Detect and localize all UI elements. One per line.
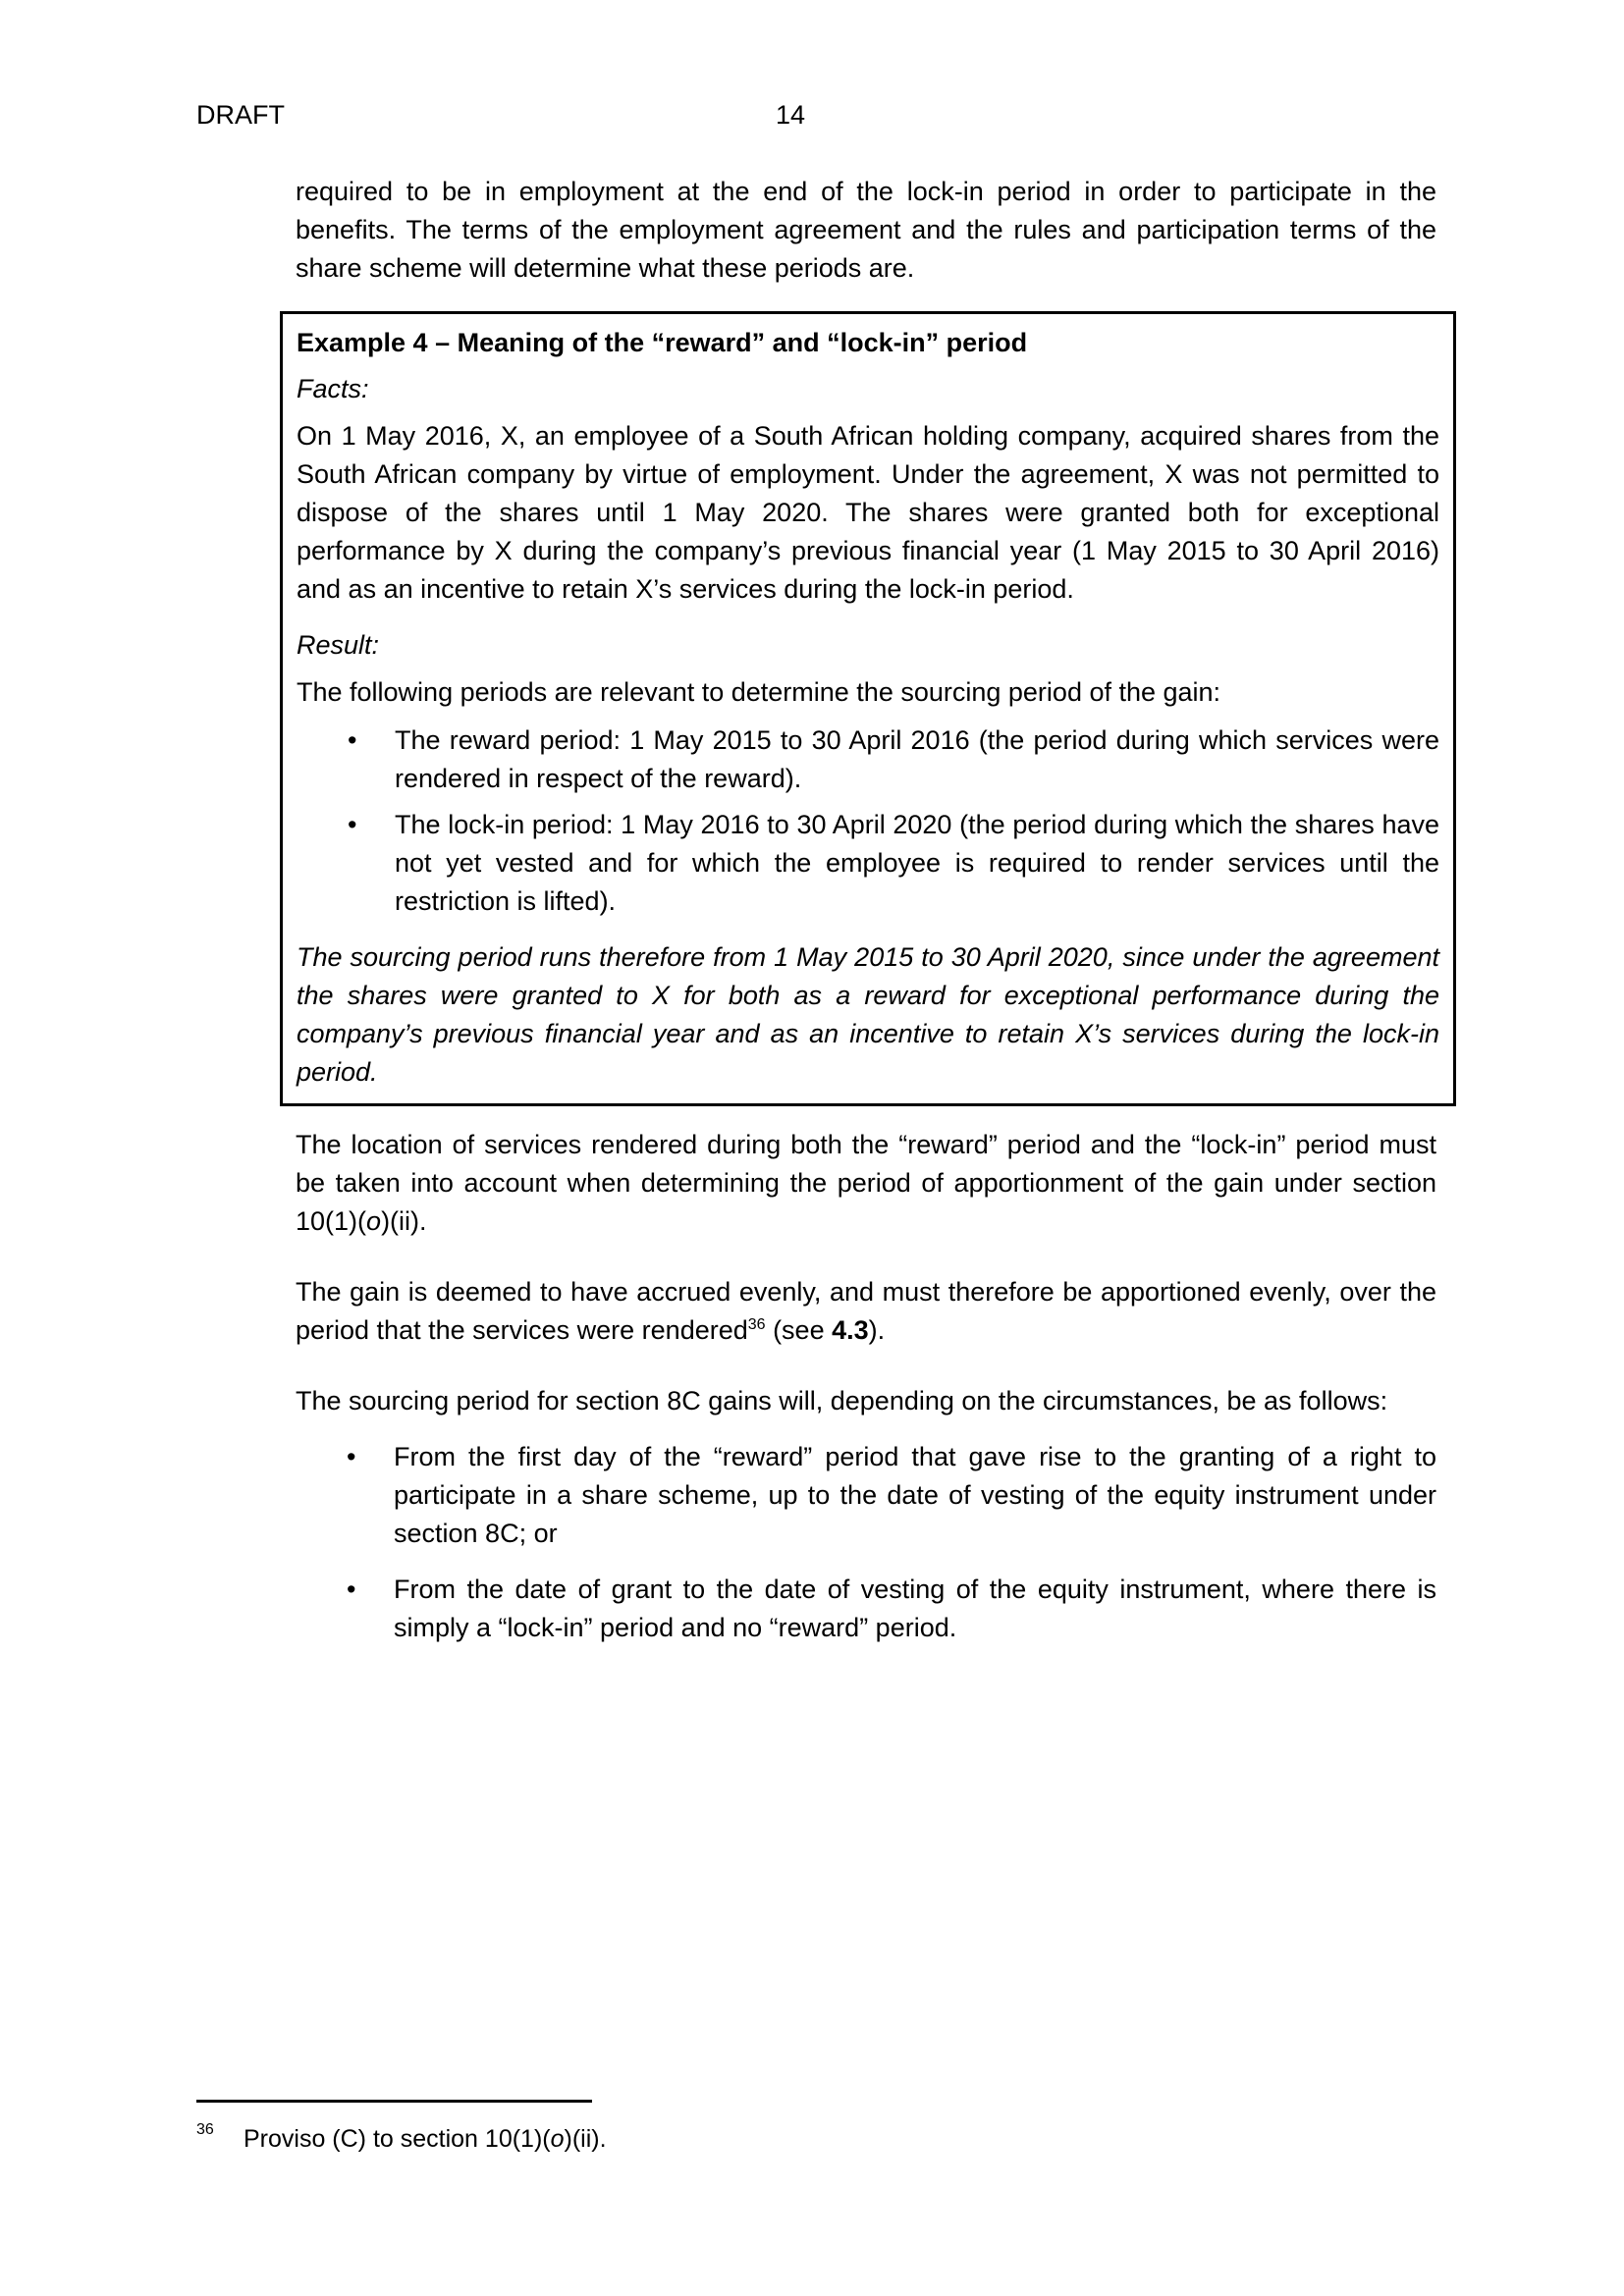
- page-number: 14: [776, 100, 806, 130]
- italic-run: o: [550, 2125, 565, 2153]
- bullet-text: From the date of grant to the date of vesting of the equity instrument, where there is simply a “lock-in” period and no “reward” period.: [394, 1575, 1436, 1642]
- draft-label: DRAFT: [196, 100, 285, 130]
- text-run: Proviso (C) to section 10(1)(: [244, 2125, 551, 2153]
- page-header: [196, 96, 1473, 135]
- result-label: Result:: [297, 630, 380, 660]
- text-run: )(ii).: [381, 1206, 427, 1236]
- bullet-icon: •: [347, 1442, 356, 1471]
- list-item: [296, 1438, 1436, 1553]
- footnote-number: 36: [196, 2121, 214, 2138]
- example-box: [280, 311, 1456, 1106]
- facts-label: Facts:: [297, 374, 369, 403]
- sourcing-paragraph: The sourcing period for section 8C gains will, depending on the circumstances, be as follows:: [296, 1386, 1388, 1415]
- list-item: [297, 806, 1439, 921]
- example-title: Example 4 – Meaning of the “reward” and “lock-in” period: [297, 328, 1028, 357]
- bullet-text: The reward period: 1 May 2015 to 30 April 2016 (the period during which services were rendered in respect of the reward).: [395, 725, 1439, 793]
- body-section: [296, 1126, 1436, 1647]
- sourcing-bullet-list: [296, 1438, 1436, 1647]
- location-paragraph: [296, 1126, 1436, 1241]
- result-bullet-list: [297, 721, 1439, 921]
- text-run: (see: [765, 1315, 833, 1345]
- list-item: [297, 721, 1439, 798]
- bullet-icon: •: [348, 810, 357, 839]
- footnote-text: [244, 2120, 607, 2159]
- list-item: [296, 1571, 1436, 1647]
- text-run: The location of services rendered during both the “reward” period and the “lock-in” period must be taken into account when determining the period of apportionment of the gain under section 10(1)(: [296, 1130, 1436, 1236]
- bullet-text: The lock-in period: 1 May 2016 to 30 April 2020 (the period during which the shares have not yet vested and for which the employee is required to render services until the restriction is lifted).: [395, 810, 1439, 916]
- footnote-reference[interactable]: 36: [747, 1316, 766, 1333]
- bullet-text: From the first day of the “reward” period that gave rise to the granting of a right to participate in a share scheme, up to the date of vesting of the equity instrument under section 8C; or: [394, 1442, 1436, 1548]
- result-intro: The following periods are relevant to determine the sourcing period of the gain:: [297, 677, 1221, 707]
- conclusion-paragraph: The sourcing period runs therefore from 1 May 2015 to 30 April 2020, since under the agreement the shares were granted to X for both as a reward for exceptional performance during the company’s previous financial year and as an incentive to retain X’s services during the lock-in period.: [297, 942, 1439, 1087]
- intro-paragraph: required to be in employment at the end of the lock-in period in order to participate in the benefits. The terms of the employment agreement and the rules and participation terms of the share scheme will determine what these periods are.: [296, 177, 1436, 283]
- bullet-icon: •: [347, 1575, 356, 1604]
- italic-run: o: [366, 1206, 382, 1236]
- text-run: The gain is deemed to have accrued evenly, and must therefore be apportioned evenly, over the period that the services were rendered: [296, 1277, 1436, 1345]
- apportionment-paragraph: [296, 1273, 1436, 1350]
- page-content: [296, 173, 1439, 1665]
- footnote-separator: [196, 2100, 592, 2103]
- facts-paragraph: On 1 May 2016, X, an employee of a South African holding company, acquired shares from the South African company by virtue of employment. Under the agreement, X was not permitted to dispose of the shares until 1 May 2020. The shares were granted both for exceptional performance by X during the company’s previous financial year (1 May 2015 to 30 April 2016) and as an incentive to retain X’s services during the lock-in period.: [297, 421, 1439, 604]
- section-reference[interactable]: 4.3: [832, 1315, 869, 1345]
- text-run: )(ii).: [564, 2125, 607, 2153]
- text-run: ).: [868, 1315, 886, 1345]
- bullet-icon: •: [348, 725, 357, 755]
